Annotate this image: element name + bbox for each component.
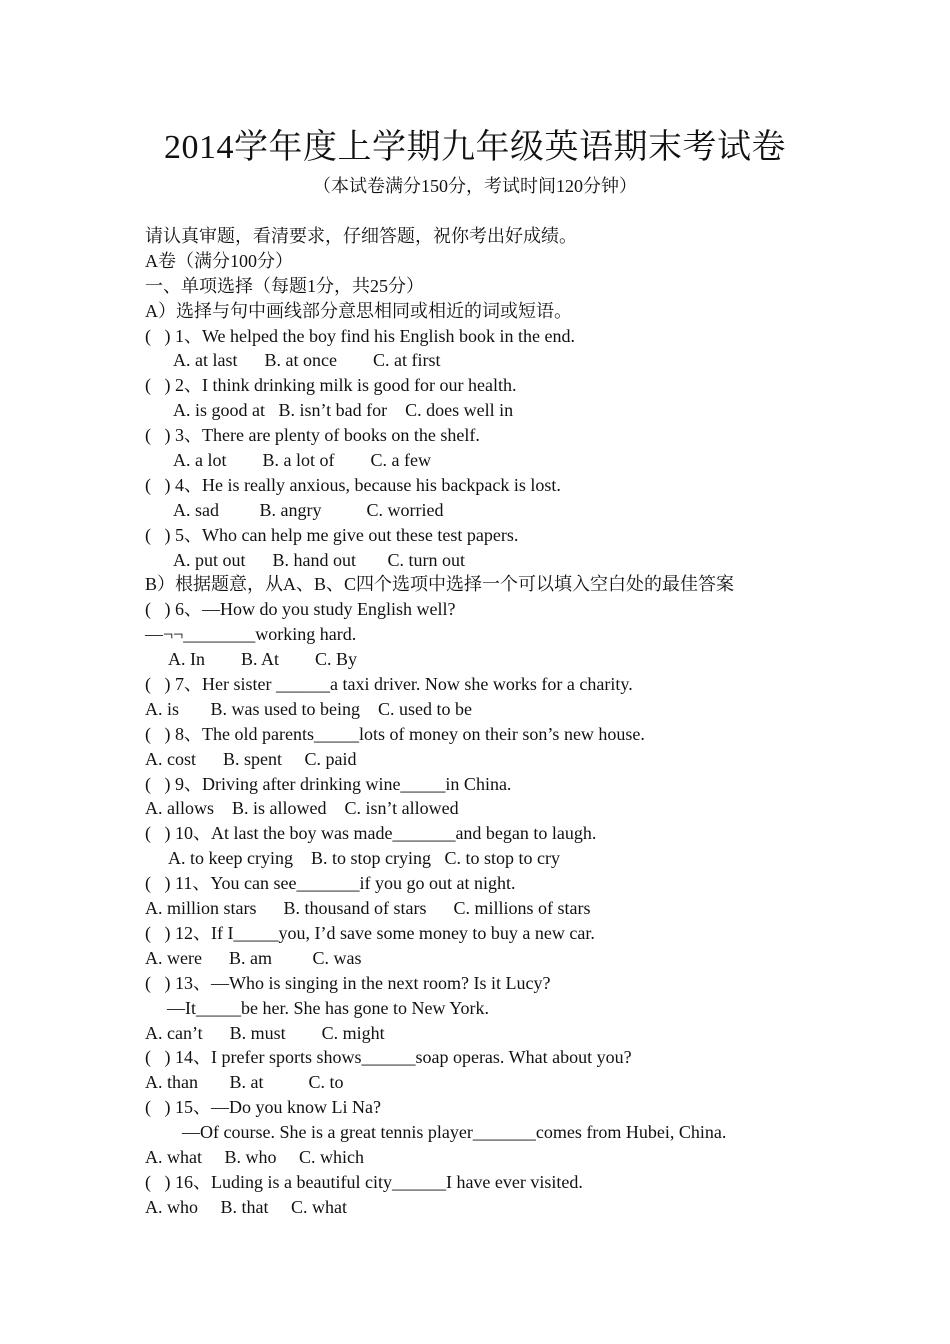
question-6: ( ) 6、—How do you study English well? (145, 599, 456, 620)
exam-title: 2014学年度上学期九年级英语期末考试卷 (164, 129, 786, 166)
options-13: A. can’t B. must C. might (145, 1022, 385, 1043)
question-15: ( ) 15、—Do you know Li Na? (145, 1097, 381, 1118)
question-14: ( ) 14、I prefer sports shows______soap operas. What about you? (145, 1047, 632, 1068)
exam-body (145, 224, 845, 1220)
section-a-heading: A卷（满分100分） (145, 250, 293, 271)
options-3: A. a lot B. a lot of C. a few (173, 450, 431, 471)
question-2: ( ) 2、I think drinking milk is good for our health. (145, 375, 517, 396)
question-3: ( ) 3、There are plenty of books on the shelf. (145, 425, 480, 446)
options-8: A. cost B. spent C. paid (145, 748, 357, 769)
options-1: A. at last B. at once C. at first (173, 350, 441, 371)
question-8: ( ) 8、The old parents_____lots of money on their son’s new house. (145, 723, 645, 744)
options-7: A. is B. was used to being C. used to be (145, 698, 472, 719)
question-15-reply: —Of course. She is a great tennis player_______comes from Hubei, China. (182, 1122, 727, 1143)
options-14: A. than B. at C. to (145, 1072, 344, 1093)
question-7: ( ) 7、Her sister ______a taxi driver. Now she works for a charity. (145, 674, 633, 695)
question-10: ( ) 10、At last the boy was made_______and began to laugh. (145, 823, 597, 844)
part-1-heading: 一、单项选择（每题1分，共25分） (145, 275, 424, 296)
question-13: ( ) 13、—Who is singing in the next room? Is it Lucy? (145, 972, 551, 993)
options-4: A. sad B. angry C. worried (173, 499, 444, 520)
exam-subtitle: （本试卷满分150分，考试时间120分钟） (313, 176, 637, 196)
question-6-answer-line: —¬¬________working hard. (145, 624, 357, 645)
instruction-line: 请认真审题，看清要求，仔细答题，祝你考出好成绩。 (145, 226, 577, 246)
options-9: A. allows B. is allowed C. isn’t allowed (145, 798, 459, 819)
options-11: A. million stars B. thousand of stars C. millions of stars (145, 898, 591, 919)
part-b-heading: B）根据题意，从A、B、C四个选项中选择一个可以填入空白处的最佳答案 (145, 574, 735, 595)
question-13-reply: —It_____be her. She has gone to New York. (167, 997, 489, 1018)
options-15: A. what B. who C. which (145, 1146, 364, 1167)
question-1: ( ) 1、We helped the boy find his English book in the end. (145, 325, 575, 346)
question-9: ( ) 9、Driving after drinking wine_____in China. (145, 773, 512, 794)
part-a-heading: A）选择与句中画线部分意思相同或相近的词或短语。 (145, 300, 572, 321)
question-12: ( ) 12、If I_____you, I’d save some money to buy a new car. (145, 922, 595, 943)
options-16: A. who B. that C. what (145, 1196, 347, 1217)
question-11: ( ) 11、You can see_______if you go out at night. (145, 873, 516, 894)
options-10: A. to keep crying B. to stop crying C. to stop to cry (168, 848, 560, 869)
question-16: ( ) 16、Luding is a beautiful city______I have ever visited. (145, 1171, 583, 1192)
options-6: A. In B. At C. By (168, 649, 358, 670)
question-5: ( ) 5、Who can help me give out these test papers. (145, 524, 519, 545)
question-4: ( ) 4、He is really anxious, because his backpack is lost. (145, 474, 561, 495)
options-12: A. were B. am C. was (145, 947, 362, 968)
options-5: A. put out B. hand out C. turn out (173, 549, 465, 570)
options-2: A. is good at B. isn’t bad for C. does well in (173, 400, 514, 421)
